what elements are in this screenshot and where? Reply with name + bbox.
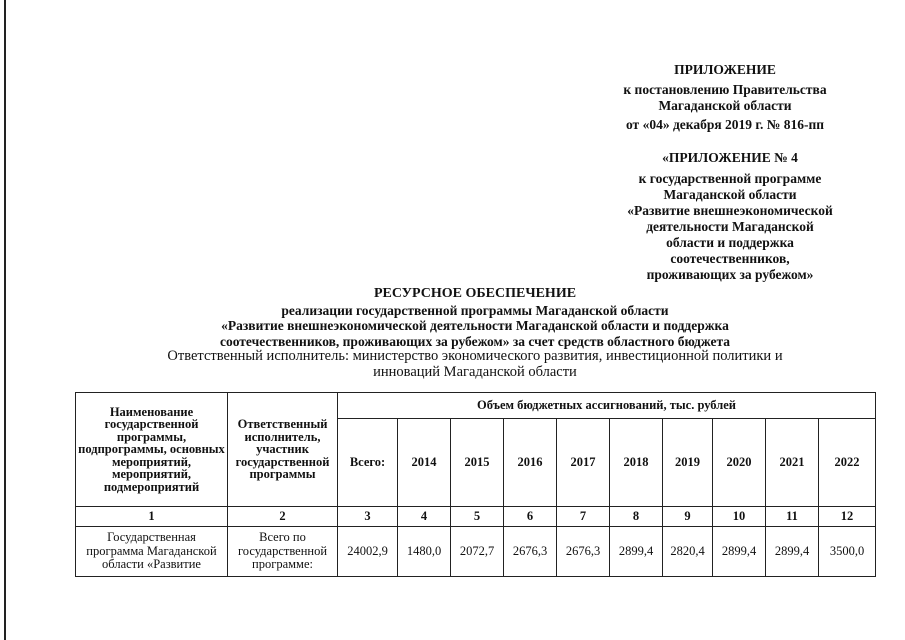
appendix4-title: «ПРИЛОЖЕНИЕ № 4: [662, 150, 798, 165]
column-number-cell: 2: [228, 507, 338, 527]
appendix4-line: соотечественников,: [670, 251, 790, 266]
value-cell: 24002,9: [338, 527, 398, 577]
column-number-cell: 3: [338, 507, 398, 527]
header-year-cell: 2020: [713, 419, 766, 507]
heading-line-3-rest: за счет средств областного бюджета: [509, 333, 731, 349]
table-row: [76, 527, 876, 577]
header-name-column: Наименование государственной программы, подпрограммы, основных мероприятий, мероприятий, подмероприятий: [76, 393, 228, 507]
value-cell: 3500,0: [819, 527, 876, 577]
header-year-cell: 2021: [766, 419, 819, 507]
column-number-cell: 5: [451, 507, 504, 527]
value-cell: 2820,4: [663, 527, 713, 577]
heading-line-1: реализации государственной программы Магаданской области: [281, 302, 669, 318]
header-budget-column: Объем бюджетных ассигнований, тыс. рублей: [338, 393, 876, 419]
header-year-cell: 2016: [504, 419, 557, 507]
heading-title: РЕСУРСНОЕ ОБЕСПЕЧЕНИЕ: [373, 286, 577, 301]
header-year-cell: 2017: [557, 419, 610, 507]
appendix4-line: «Развитие внешнеэкономической: [627, 203, 833, 218]
column-number-cell: 9: [663, 507, 713, 527]
header-year-cell: 2019: [663, 419, 713, 507]
header-year-cell: 2014: [398, 419, 451, 507]
header-responsible-column: Ответственный исполнитель, участник государственной программы: [228, 393, 338, 507]
heading-line-3-bold: соотечественников, проживающих за рубежом»: [219, 333, 510, 349]
appendix-line-3: от «04» декабря 2019 г. № 816-пп: [625, 117, 824, 132]
header-year-cell: 2015: [451, 419, 504, 507]
value-cell: 2072,7: [451, 527, 504, 577]
column-number-cell: 6: [504, 507, 557, 527]
value-cell: 2676,3: [557, 527, 610, 577]
value-cell: 2676,3: [504, 527, 557, 577]
appendix-line-2: Магаданской области: [658, 98, 792, 113]
heading-line-2: «Развитие внешнеэкономической деятельности Магаданской области и поддержка: [221, 318, 729, 333]
appendix4-line: деятельности Магаданской: [646, 219, 814, 234]
header-year-cell: Всего:: [338, 419, 398, 507]
column-number-cell: 4: [398, 507, 451, 527]
program-name-cell: Государственная программа Магаданской области «Развитие: [76, 527, 228, 577]
heading-line-3: [60, 334, 890, 350]
value-cell: 2899,4: [713, 527, 766, 577]
column-number-cell: 12: [819, 507, 876, 527]
responsible-line-2: инноваций Магаданской области: [373, 363, 577, 380]
appendix4-line: к государственной программе: [638, 171, 822, 186]
resource-table: [75, 392, 876, 577]
column-number-cell: 11: [766, 507, 819, 527]
appendix-title: ПРИЛОЖЕНИЕ: [674, 62, 776, 77]
value-cell: 2899,4: [766, 527, 819, 577]
appendix4-header: [590, 150, 870, 283]
value-cell: 2899,4: [610, 527, 663, 577]
header-year-cell: 2022: [819, 419, 876, 507]
column-number-cell: 7: [557, 507, 610, 527]
header-year-cell: 2018: [610, 419, 663, 507]
column-number-cell: 1: [76, 507, 228, 527]
appendix4-line: области и поддержка: [666, 235, 794, 250]
appendix4-line: проживающих за рубежом»: [646, 267, 814, 282]
column-number-cell: 10: [713, 507, 766, 527]
responsible-line-1: Ответственный исполнитель: министерство экономического развития, инвестиционной политики и: [167, 348, 783, 364]
column-number-cell: 8: [610, 507, 663, 527]
value-cell: 1480,0: [398, 527, 451, 577]
document-heading: [60, 286, 890, 380]
responsible-cell: Всего по государственной программе:: [228, 527, 338, 577]
appendix-header: [580, 62, 870, 133]
page-margin-line: [4, 0, 6, 640]
appendix4-line: Магаданской области: [663, 187, 797, 202]
appendix-line-1: к постановлению Правительства: [623, 82, 827, 97]
